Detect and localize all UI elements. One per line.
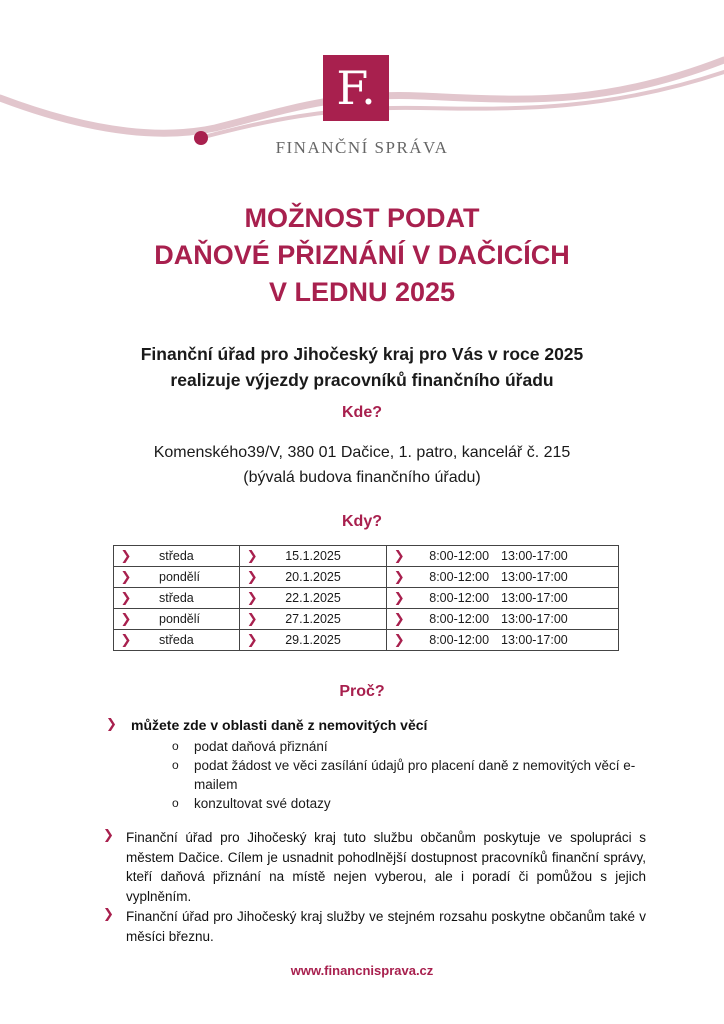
circle-bullet-icon: o — [172, 796, 179, 810]
chevron-right-icon: ❯ — [246, 548, 258, 564]
chevron-right-icon: ❯ — [393, 548, 405, 564]
day-cell: pondělí — [159, 612, 201, 626]
table-row — [114, 588, 619, 609]
chevron-right-icon: ❯ — [393, 611, 405, 627]
why-heading: Proč? — [339, 683, 385, 700]
circle-bullet-icon: o — [172, 758, 179, 772]
chevron-right-icon: ❯ — [246, 632, 258, 648]
chevron-right-icon: ❯ — [103, 907, 114, 922]
address — [0, 440, 724, 490]
chevron-right-icon: ❯ — [120, 548, 132, 564]
chevron-right-icon: ❯ — [120, 632, 132, 648]
info-paragraph-1: Finanční úřad pro Jihočeský kraj tuto službu občanům poskytuje ve spolupráci s městem Dačice. Cílem je usnadnit pohodlnější dostupnost pracovníků finanční správy, kteří daňová přiznání na místě nejen vyberou, ale i poradí či pomůžou s jejich vyplněním. — [126, 830, 646, 904]
date-cell: 29.1.2025 — [285, 633, 341, 647]
why-sub-list — [172, 737, 636, 813]
chevron-right-icon: ❯ — [246, 611, 258, 627]
title-line-2: DAŇOVÉ PŘIZNÁNÍ V DAČICÍCH — [154, 240, 570, 270]
time-cell: 8:00-12:00 13:00-17:00 — [429, 549, 568, 563]
where-heading: Kde? — [342, 404, 382, 421]
logo-wordmark: FINANČNÍ SPRÁVA — [275, 138, 449, 157]
subtitle — [0, 341, 724, 393]
address-line-1: Komenského39/V, 380 01 Dačice, 1. patro, kancelář č. 215 — [153, 444, 571, 461]
table-row — [114, 546, 619, 567]
table-row — [114, 567, 619, 588]
address-line-2: (bývalá budova finančního úřadu) — [243, 469, 481, 486]
list-item: o konzultovat své dotazy — [172, 796, 331, 811]
day-cell: středa — [159, 591, 194, 605]
table-row — [114, 630, 619, 651]
time-cell: 8:00-12:00 13:00-17:00 — [429, 633, 568, 647]
info-paragraph-2: Finanční úřad pro Jihočeský kraj služby ve stejném rozsahu poskytne občanům také v měsíci březnu. — [126, 909, 646, 944]
chevron-right-icon: ❯ — [393, 590, 405, 606]
title-line-1: MOŽNOST PODAT — [244, 203, 480, 233]
chevron-right-icon: ❯ — [246, 569, 258, 585]
time-cell: 8:00-12:00 13:00-17:00 — [429, 591, 568, 605]
page-title — [0, 200, 724, 311]
list-item: o podat daňová přiznání — [172, 739, 328, 754]
date-cell: 27.1.2025 — [285, 612, 341, 626]
date-cell: 20.1.2025 — [285, 570, 341, 584]
circle-bullet-icon: o — [172, 739, 179, 753]
list-item: o podat žádost ve věci zasílání údajů pro placení daně z nemovitých věcí e-mailem — [172, 758, 636, 792]
date-cell: 15.1.2025 — [285, 549, 341, 563]
day-cell: středa — [159, 633, 194, 647]
time-cell: 8:00-12:00 13:00-17:00 — [429, 570, 568, 584]
subtitle-line-2: realizuje výjezdy pracovníků finančního úřadu — [170, 370, 554, 390]
chevron-right-icon: ❯ — [120, 590, 132, 606]
chevron-right-icon: ❯ — [106, 717, 117, 732]
chevron-right-icon: ❯ — [393, 569, 405, 585]
logo-letter: F. — [336, 61, 376, 115]
table-row — [114, 609, 619, 630]
wave-dot — [194, 131, 208, 145]
chevron-right-icon: ❯ — [103, 828, 114, 843]
day-cell: středa — [159, 549, 194, 563]
date-cell: 22.1.2025 — [285, 591, 341, 605]
subtitle-line-1: Finanční úřad pro Jihočeský kraj pro Vás v roce 2025 — [140, 344, 584, 364]
why-lead: můžete zde v oblasti daně z nemovitých věcí — [131, 717, 428, 733]
title-line-3: V LEDNU 2025 — [268, 277, 456, 307]
chevron-right-icon: ❯ — [393, 632, 405, 648]
schedule-table — [113, 545, 619, 651]
day-cell: pondělí — [159, 570, 201, 584]
time-cell: 8:00-12:00 13:00-17:00 — [429, 612, 568, 626]
footer-url[interactable]: www.financnisprava.cz — [290, 963, 434, 978]
when-heading: Kdy? — [342, 513, 382, 530]
chevron-right-icon: ❯ — [120, 611, 132, 627]
chevron-right-icon: ❯ — [246, 590, 258, 606]
logo-mark — [323, 55, 389, 121]
chevron-right-icon: ❯ — [120, 569, 132, 585]
